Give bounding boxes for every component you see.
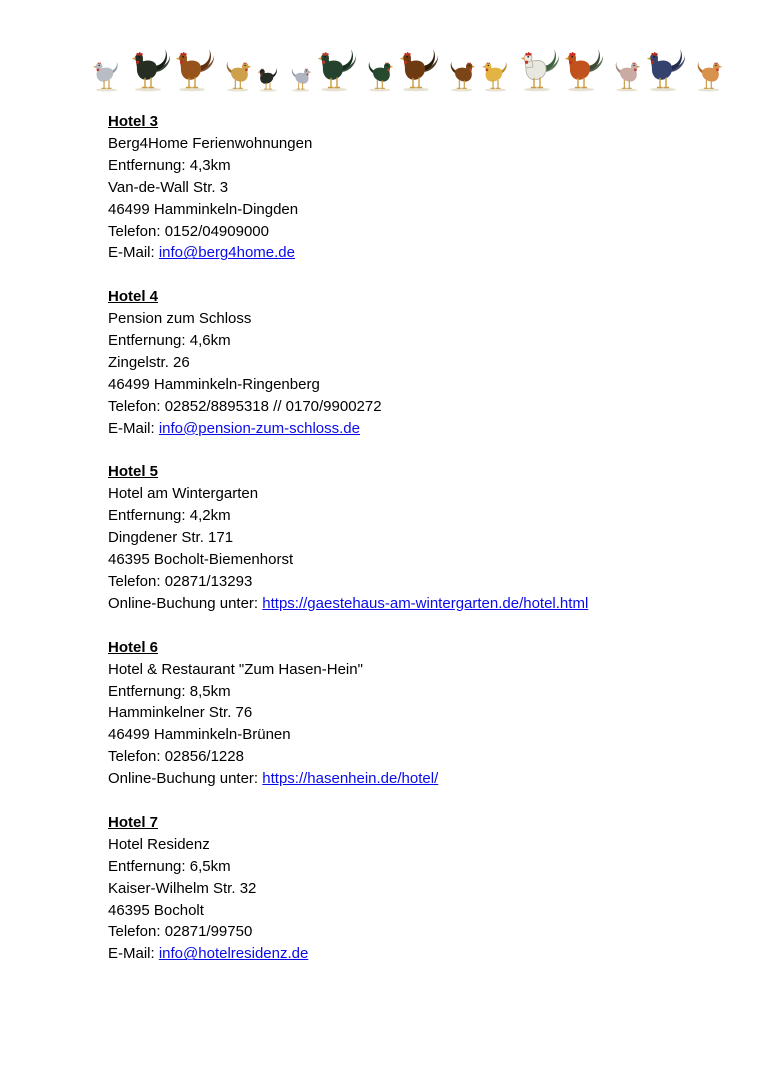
hotel-section-hotel-6	[108, 637, 688, 790]
email-link[interactable]: info@berg4home.de	[158, 244, 295, 262]
hotel-heading: Hotel 7	[108, 813, 159, 831]
distance: Entfernung: 4,2km	[108, 507, 231, 525]
hotel-heading: Hotel 6	[108, 638, 159, 656]
grey-bantam-hen-icon	[285, 62, 314, 92]
chicken-group	[172, 46, 254, 92]
street: Van-de-Wall Str. 3	[108, 178, 229, 196]
black-rooster-icon	[128, 46, 172, 92]
brown-rooster-icon	[172, 46, 216, 92]
line-label: Online-Buchung unter:	[108, 770, 263, 788]
orange-hen-icon	[689, 54, 725, 92]
email-link[interactable]: info@hotelresidenz.de	[158, 945, 309, 963]
chicken-banner	[90, 42, 702, 92]
hotel-name: Hotel Residenz	[108, 835, 210, 853]
chicken-group	[561, 46, 643, 92]
hotel-heading: Hotel 5	[108, 463, 159, 481]
booking-link[interactable]: https://hasenhein.de/hotel/	[262, 770, 439, 788]
green-hen-icon	[360, 54, 396, 92]
booking-line	[108, 593, 688, 615]
silver-hen-icon	[90, 54, 126, 92]
distance: Entfernung: 4,3km	[108, 156, 231, 174]
phone: Telefon: 02852/8895318 // 0170/9900272	[108, 397, 382, 415]
chicken-group	[314, 46, 396, 92]
chicken-group	[479, 46, 561, 92]
city: 46499 Hamminkeln-Dingden	[108, 200, 299, 218]
line-label: E-Mail:	[108, 244, 159, 262]
booking-link[interactable]: https://gaestehaus-am-wintergarten.de/hotel.html	[262, 594, 589, 612]
booking-line	[108, 768, 688, 790]
city: 46499 Hamminkeln-Brünen	[108, 726, 291, 744]
hotel-section-hotel-5	[108, 461, 688, 614]
phone: Telefon: 02871/13293	[108, 573, 253, 590]
distance: Entfernung: 4,6km	[108, 332, 231, 350]
city: 46395 Bocholt	[108, 901, 204, 919]
hotel-section-hotel-7	[108, 812, 688, 965]
hotel-name: Pension zum Schloss	[108, 310, 252, 328]
line-label: E-Mail:	[108, 419, 159, 437]
distance: Entfernung: 6,5km	[108, 857, 231, 875]
street: Dingdener Str. 171	[108, 529, 234, 547]
tan-hen-icon	[218, 54, 254, 92]
green-rooster-icon	[314, 46, 358, 92]
street: Zingelstr. 26	[108, 353, 190, 371]
chicken-group	[90, 46, 172, 92]
city: 46499 Hamminkeln-Ringenberg	[108, 375, 320, 393]
distance: Entfernung: 8,5km	[108, 682, 231, 700]
street: Kaiser-Wilhelm Str. 32	[108, 879, 257, 897]
email-line	[108, 242, 688, 264]
chicken-group	[255, 62, 314, 92]
black-bantam-hen-icon	[255, 62, 284, 92]
line-label: Online-Buchung unter:	[108, 594, 263, 612]
dark-gold-rooster-icon	[396, 46, 440, 92]
line-label: E-Mail:	[108, 945, 159, 963]
chicken-group	[643, 46, 725, 92]
pale-hen-icon	[607, 54, 643, 92]
phone: Telefon: 02871/99750	[108, 923, 253, 941]
hotel-name: Hotel & Restaurant "Zum Hasen-Hein"	[108, 660, 363, 678]
email-line	[108, 418, 688, 440]
hotel-name: Berg4Home Ferienwohnungen	[108, 134, 313, 152]
red-rooster-icon	[561, 46, 605, 92]
yellow-hen-icon	[479, 54, 515, 92]
hotel-list	[108, 111, 688, 987]
hotel-section-hotel-4	[108, 286, 688, 439]
email-line	[108, 943, 688, 965]
navy-rooster-icon	[643, 46, 687, 92]
chicken-group	[396, 46, 478, 92]
white-rooster-icon	[517, 46, 561, 92]
hotel-heading: Hotel 4	[108, 288, 159, 306]
brown-hen-icon	[442, 54, 478, 92]
email-link[interactable]: info@pension-zum-schloss.de	[158, 419, 360, 437]
hotel-section-hotel-3	[108, 111, 688, 264]
city: 46395 Bocholt-Biemenhorst	[108, 551, 294, 569]
phone: Telefon: 02856/1228	[108, 748, 244, 766]
phone: Telefon: 0152/04909000	[108, 222, 269, 240]
hotel-heading: Hotel 3	[108, 113, 159, 130]
hotel-name: Hotel am Wintergarten	[108, 485, 259, 503]
street: Hamminkelner Str. 76	[108, 704, 253, 722]
